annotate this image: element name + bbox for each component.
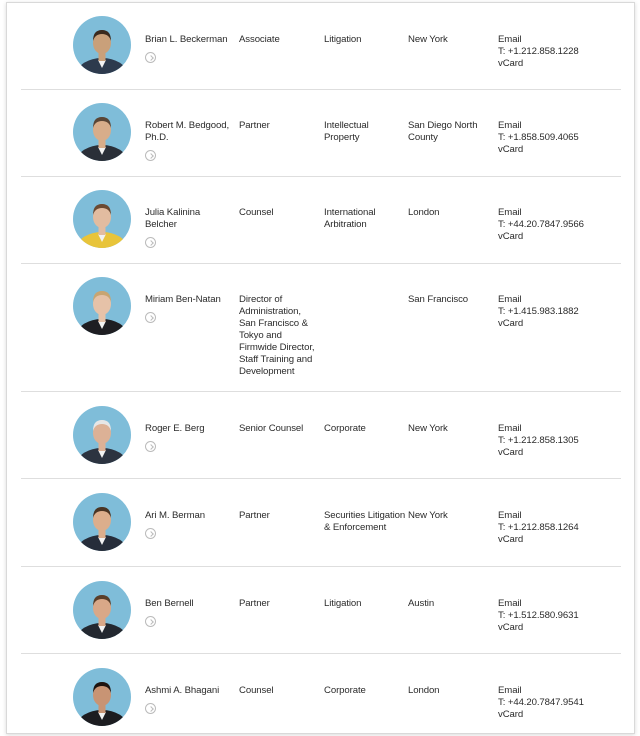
email-link[interactable]: Email bbox=[498, 598, 522, 609]
attorney-photo[interactable] bbox=[73, 190, 131, 248]
attorney-practice: Litigation bbox=[324, 598, 362, 609]
phone-number: T: +1.212.858.1305 bbox=[498, 435, 579, 446]
phone-number: T: +44.20.7847.9566 bbox=[498, 219, 584, 230]
attorney-title: Partner bbox=[239, 598, 270, 609]
attorney-contact bbox=[498, 685, 608, 721]
attorney-photo[interactable] bbox=[73, 277, 131, 335]
chevron-right-icon[interactable] bbox=[145, 312, 156, 323]
attorney-name[interactable]: Robert M. Bedgood, Ph.D. bbox=[145, 120, 230, 143]
attorney-office: London bbox=[408, 685, 440, 696]
attorney-photo[interactable] bbox=[73, 581, 131, 639]
email-link[interactable]: Email bbox=[498, 34, 522, 45]
attorney-contact bbox=[498, 294, 608, 330]
phone-number: T: +1.415.983.1882 bbox=[498, 306, 579, 317]
attorney-name[interactable]: Brian L. Beckerman bbox=[145, 34, 228, 45]
attorney-practice: Corporate bbox=[324, 685, 366, 696]
attorney-title: Counsel bbox=[239, 685, 274, 696]
attorney-contact bbox=[498, 598, 608, 634]
attorney-row bbox=[21, 89, 621, 177]
attorney-row bbox=[21, 391, 621, 479]
chevron-right-icon[interactable] bbox=[145, 616, 156, 627]
attorney-contact bbox=[498, 120, 608, 156]
email-link[interactable]: Email bbox=[498, 510, 522, 521]
vcard-link[interactable]: vCard bbox=[498, 318, 524, 329]
chevron-right-icon[interactable] bbox=[145, 237, 156, 248]
attorney-practice: Intellectual Property bbox=[324, 120, 369, 143]
phone-number: T: +1.212.858.1228 bbox=[498, 46, 579, 57]
chevron-right-icon[interactable] bbox=[145, 528, 156, 539]
attorney-practice: Corporate bbox=[324, 423, 366, 434]
attorney-row bbox=[21, 3, 621, 90]
email-link[interactable]: Email bbox=[498, 685, 522, 696]
attorney-office: London bbox=[408, 207, 440, 218]
attorney-name[interactable]: Ashmi A. Bhagani bbox=[145, 685, 220, 696]
attorney-name[interactable]: Ben Bernell bbox=[145, 598, 194, 609]
phone-number: T: +1.212.858.1264 bbox=[498, 522, 579, 533]
attorney-contact bbox=[498, 510, 608, 546]
attorney-title: Senior Counsel bbox=[239, 423, 304, 434]
attorney-office: New York bbox=[408, 423, 448, 434]
attorney-name[interactable]: Roger E. Berg bbox=[145, 423, 205, 434]
attorney-photo[interactable] bbox=[73, 406, 131, 464]
vcard-link[interactable]: vCard bbox=[498, 622, 524, 633]
vcard-link[interactable]: vCard bbox=[498, 144, 524, 155]
attorney-photo[interactable] bbox=[73, 16, 131, 74]
vcard-link[interactable]: vCard bbox=[498, 58, 524, 69]
email-link[interactable]: Email bbox=[498, 120, 522, 131]
chevron-right-icon[interactable] bbox=[145, 703, 156, 714]
email-link[interactable]: Email bbox=[498, 207, 522, 218]
attorney-practice: Securities Litigation & Enforcement bbox=[324, 510, 406, 533]
attorney-name[interactable]: Julia Kalinina Belcher bbox=[145, 207, 201, 230]
attorney-row bbox=[21, 176, 621, 264]
attorney-row bbox=[21, 566, 621, 654]
attorney-row bbox=[21, 653, 621, 734]
attorney-office: New York bbox=[408, 510, 448, 521]
email-link[interactable]: Email bbox=[498, 294, 522, 305]
attorney-office: New York bbox=[408, 34, 448, 45]
vcard-link[interactable]: vCard bbox=[498, 231, 524, 242]
vcard-link[interactable]: vCard bbox=[498, 709, 524, 720]
phone-number: T: +1.512.580.9631 bbox=[498, 610, 579, 621]
attorney-contact bbox=[498, 207, 608, 243]
attorney-practice: Litigation bbox=[324, 34, 362, 45]
attorney-contact bbox=[498, 423, 608, 459]
attorney-title: Partner bbox=[239, 510, 270, 521]
email-link[interactable]: Email bbox=[498, 423, 522, 434]
attorney-practice: International Arbitration bbox=[324, 207, 376, 230]
attorney-title: Director of Administration, San Francisco & Tokyo and Firmwide Director, Staff Training and Development bbox=[239, 294, 315, 377]
chevron-right-icon[interactable] bbox=[145, 441, 156, 452]
attorney-photo[interactable] bbox=[73, 668, 131, 726]
attorney-name[interactable]: Miriam Ben-Natan bbox=[145, 294, 221, 305]
attorney-title: Associate bbox=[239, 34, 280, 45]
attorney-photo[interactable] bbox=[73, 493, 131, 551]
chevron-right-icon[interactable] bbox=[145, 150, 156, 161]
attorney-photo[interactable] bbox=[73, 103, 131, 161]
attorney-contact bbox=[498, 34, 608, 70]
attorney-office: San Diego North County bbox=[408, 120, 478, 143]
attorney-office: Austin bbox=[408, 598, 435, 609]
attorney-office: San Francisco bbox=[408, 294, 469, 305]
vcard-link[interactable]: vCard bbox=[498, 534, 524, 545]
attorney-row bbox=[21, 478, 621, 567]
attorney-title: Counsel bbox=[239, 207, 274, 218]
chevron-right-icon[interactable] bbox=[145, 52, 156, 63]
phone-number: T: +1.858.509.4065 bbox=[498, 132, 579, 143]
attorney-name[interactable]: Ari M. Berman bbox=[145, 510, 206, 521]
attorney-directory bbox=[6, 2, 635, 734]
attorney-row bbox=[21, 263, 621, 392]
attorney-title: Partner bbox=[239, 120, 270, 131]
phone-number: T: +44.20.7847.9541 bbox=[498, 697, 584, 708]
vcard-link[interactable]: vCard bbox=[498, 447, 524, 458]
